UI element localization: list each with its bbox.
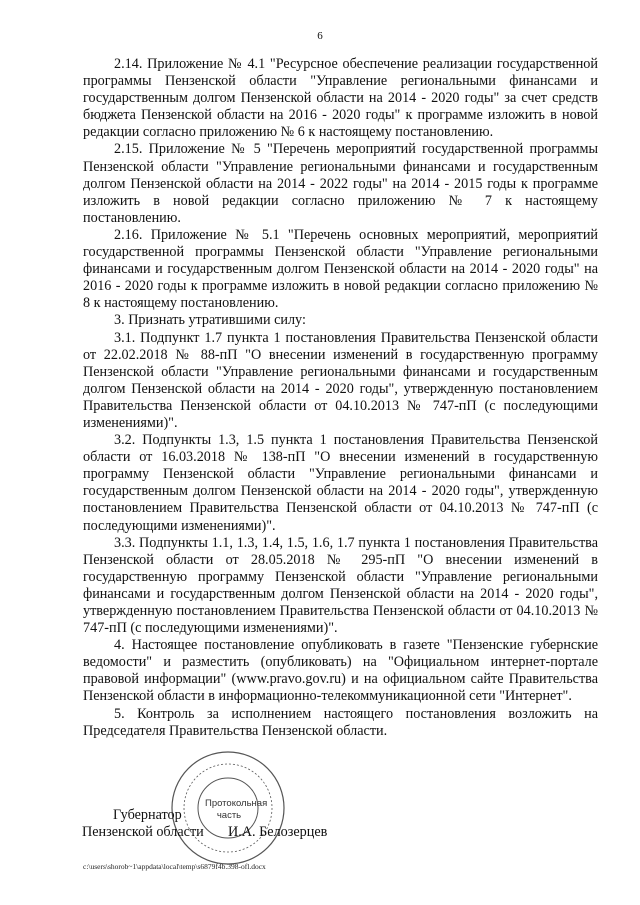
page-number: 6 [317, 30, 323, 42]
paragraph-3-1: 3.1. Подпункт 1.7 пункта 1 постановления Правительства Пензенской области от 22.02.2018 № 88-пП "О внесении изменений в государственную программу Пензенской области "Управление региональными финансами и государственным долгом Пензенской области на 2014 - 2020 годы", утвержденную постановлением Правительства Пензенской области от 04.10.2013 № 747-пП (с последующими изменениями)". [83, 329, 598, 431]
paragraph-2-16: 2.16. Приложение № 5.1 "Перечень основных мероприятий, мероприятий государственной программы Пензенской области "Управление региональными финансами и государственным долгом Пензенской области на 2014 - 2020 годы" на 2016 - 2020 годы к программе изложить в новой редакции согласно приложению № 8 к настоящему постановлению. [83, 226, 598, 312]
stamp-inner-text [205, 798, 268, 822]
paragraph-5: 5. Контроль за исполнением настоящего постановления возложить на Председателя Правительства Пензенской области. [83, 705, 598, 739]
paragraph-4: 4. Настоящее постановление опубликовать в газете "Пензенские губернские ведомости" и разместить (опубликовать) на "Официальном интернет-портале правовой информации" (www.pravo.gov.ru) и на официальном сайте Правительства Пензенской области в информационно-телекоммуникационной сети "Интернет". [83, 637, 598, 705]
signature-name: И.А. Белозерцев [228, 824, 328, 840]
file-path-footer: c:\users\shorob~1\appdata\local\temp\s6879f4b.398-ofl.docx [83, 862, 266, 871]
stamp-line-1: Протокольная [205, 798, 268, 809]
paragraph-2-14: 2.14. Приложение № 4.1 "Ресурсное обеспечение реализации государственной программы Пензенской области "Управление региональными финансами и государственным долгом Пензенской области на 2014 - 2020 годы" за счет средств бюджета Пензенской области на 2016 - 2020 годы" к программе изложить в новой редакции согласно приложению № 6 к настоящему постановлению. [83, 56, 598, 141]
paragraph-3-3: 3.3. Подпункты 1.1, 1.3, 1.4, 1.5, 1.6, 1.7 пункта 1 постановления Правительства Пензенской области от 28.05.2018 № 295-пП "О внесении изменений в государственную программу Пензенской области "Управление региональными финансами и государственным долгом Пензенской области на 2014 - 2020 годы", утвержденную постановлением Правительства Пензенской области от 04.10.2013 № 747-пП (с последующими изменениями)". [83, 534, 598, 637]
stamp-line-2: часть [216, 810, 242, 821]
paragraph-3-2: 3.2. Подпункты 1.3, 1.5 пункта 1 постановления Правительства Пензенской области от 16.03.2018 № 138-пП "О внесении изменений в государственную программу Пензенской области "Управление региональными финансами и государственным долгом Пензенской области на 2014 - 2020 годы", утвержденную постановлением Правительства Пензенской области от 04.10.2013 № 747-пП (с последующими изменениями)". [83, 432, 598, 534]
document-body [83, 56, 598, 740]
paragraph-3: 3. Признать утратившими силу: [114, 312, 306, 329]
paragraph-2-15: 2.15. Приложение № 5 "Перечень мероприятий государственной программы Пензенской области "Управление региональными финансами и государственным долгом Пензенской области на 2014 - 2022 годы" на 2014 - 2015 годы к программе изложить в новой редакции согласно приложению № 7 к настоящему постановлению. [83, 141, 598, 226]
signature-title-line-1: Губернатор [113, 807, 182, 823]
signature-title-line-2: Пензенской области [82, 824, 204, 840]
